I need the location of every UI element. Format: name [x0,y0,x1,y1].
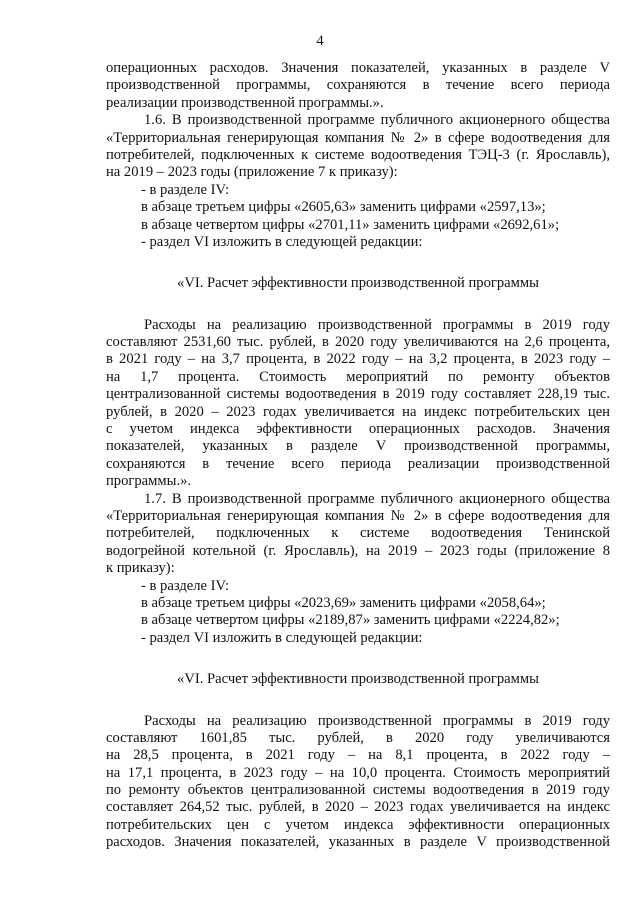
paragraph-line: на 28,5 процента, в 2021 году – на 8,1 процента, в 2022 году – [106,747,610,764]
paragraph-line: централизованной системы водоотведения в 2019 году составляет 228,19 тыс. [106,386,610,403]
paragraph-line: сохраняются в течение всего периода реализации производственной [106,455,610,472]
spacer [106,293,610,317]
paragraph [106,112,610,182]
paragraph-line: «Территориальная генерирующая компания № 2» в сфере водоотведения для [106,507,610,524]
list-item: в абзаце четвертом цифры «2701,11» заменить цифрами «2692,61»; [141,216,560,233]
paragraph-line: водогрейной котельной (г. Ярославль), на 2019 – 2023 годы (приложение 8 [106,542,610,559]
paragraph-line: потребителей, подключенных к системе водоотведения ТЭЦ-3 (г. Ярославль), [106,146,610,163]
list-item: - в разделе IV: [141,181,230,198]
paragraph-line: к приказу): [106,560,175,577]
paragraph-line: на 17,1 процента, в 2023 году – на 10,0 процента. Стоимость мероприятий [106,764,610,781]
section-heading: «VI. Расчет эффективности производственной программы [177,671,539,688]
paragraph-line: с учетом индекса эффективности операционных расходов. Значения [106,421,610,438]
list-item: - в разделе IV: [141,577,230,594]
paragraph-line: Расходы на реализацию производственной программы в 2019 году [144,316,610,333]
paragraph [106,713,610,852]
paragraph-line: 1.7. В производственной программе публичного акционерного общества [144,490,610,507]
paragraph-line: составляют 2531,60 тыс. рублей, в 2020 году увеличиваются на 2,6 процента, [106,334,610,351]
paragraph [106,317,610,491]
paragraph-line: потребительских цен с учетом индекса эффективности операционных [106,816,610,833]
paragraph-line: 1.6. В производственной программе публичного акционерного общества [144,112,610,129]
section-heading: «VI. Расчет эффективности производственной программы [177,275,539,292]
document-body [106,60,610,852]
paragraph-line: на 1,7 процента. Стоимость мероприятий по ремонту объектов [106,368,610,385]
paragraph-line: рублей, в 2020 – 2023 годах увеличивается на индекс потребительских цен [106,403,610,420]
list-item: в абзаце четвертом цифры «2189,87» заменить цифрами «2224,82»; [141,612,560,629]
paragraph [106,491,610,578]
page-number: 4 [316,33,324,49]
paragraph-line: «Территориальная генерирующая компания № 2» в сфере водоотведения для [106,129,610,146]
paragraph [106,60,610,112]
list-item: в абзаце третьем цифры «2023,69» заменить цифрами «2058,64»; [141,594,546,611]
paragraph-line: производственной программы, сохраняются в течение всего периода [106,77,610,94]
paragraph-line: расходов. Значения показателей, указанных в разделе V производственной [106,834,610,851]
paragraph-line: операционных расходов. Значения показателей, указанных в разделе V [106,60,610,76]
spacer [106,689,610,713]
list-item: - раздел VI изложить в следующей редакции: [141,629,423,646]
paragraph-line: реализации производственной программы.». [106,94,384,111]
paragraph-line: потребителей, подключенных к системе водоотведения Тенинской [106,525,610,542]
paragraph-line: составляют 1601,85 тыс. рублей, в 2020 году увеличиваются [106,729,610,746]
paragraph-line: Расходы на реализацию производственной программы в 2019 году [144,712,610,729]
paragraph-line: по ремонту объектов централизованной системы водоотведения в 2019 году [106,782,610,799]
paragraph-line: показателей, указанных в разделе V производственной программы, [106,438,610,455]
spacer [106,251,610,275]
paragraph-line: на 2019 – 2023 годы (приложение 7 к приказу): [106,164,398,181]
paragraph-line: программы.». [106,473,192,490]
spacer [106,647,610,671]
list-item: - раздел VI изложить в следующей редакции: [141,233,423,250]
paragraph-line: в 2021 году – на 3,7 процента, в 2022 году – на 3,2 процента, в 2023 году – [106,351,610,368]
list-item: в абзаце третьем цифры «2605,63» заменить цифрами «2597,13»; [141,199,546,216]
paragraph-line: составляет 264,52 тыс. рублей, в 2020 – 2023 годах увеличивается на индекс [106,799,610,816]
